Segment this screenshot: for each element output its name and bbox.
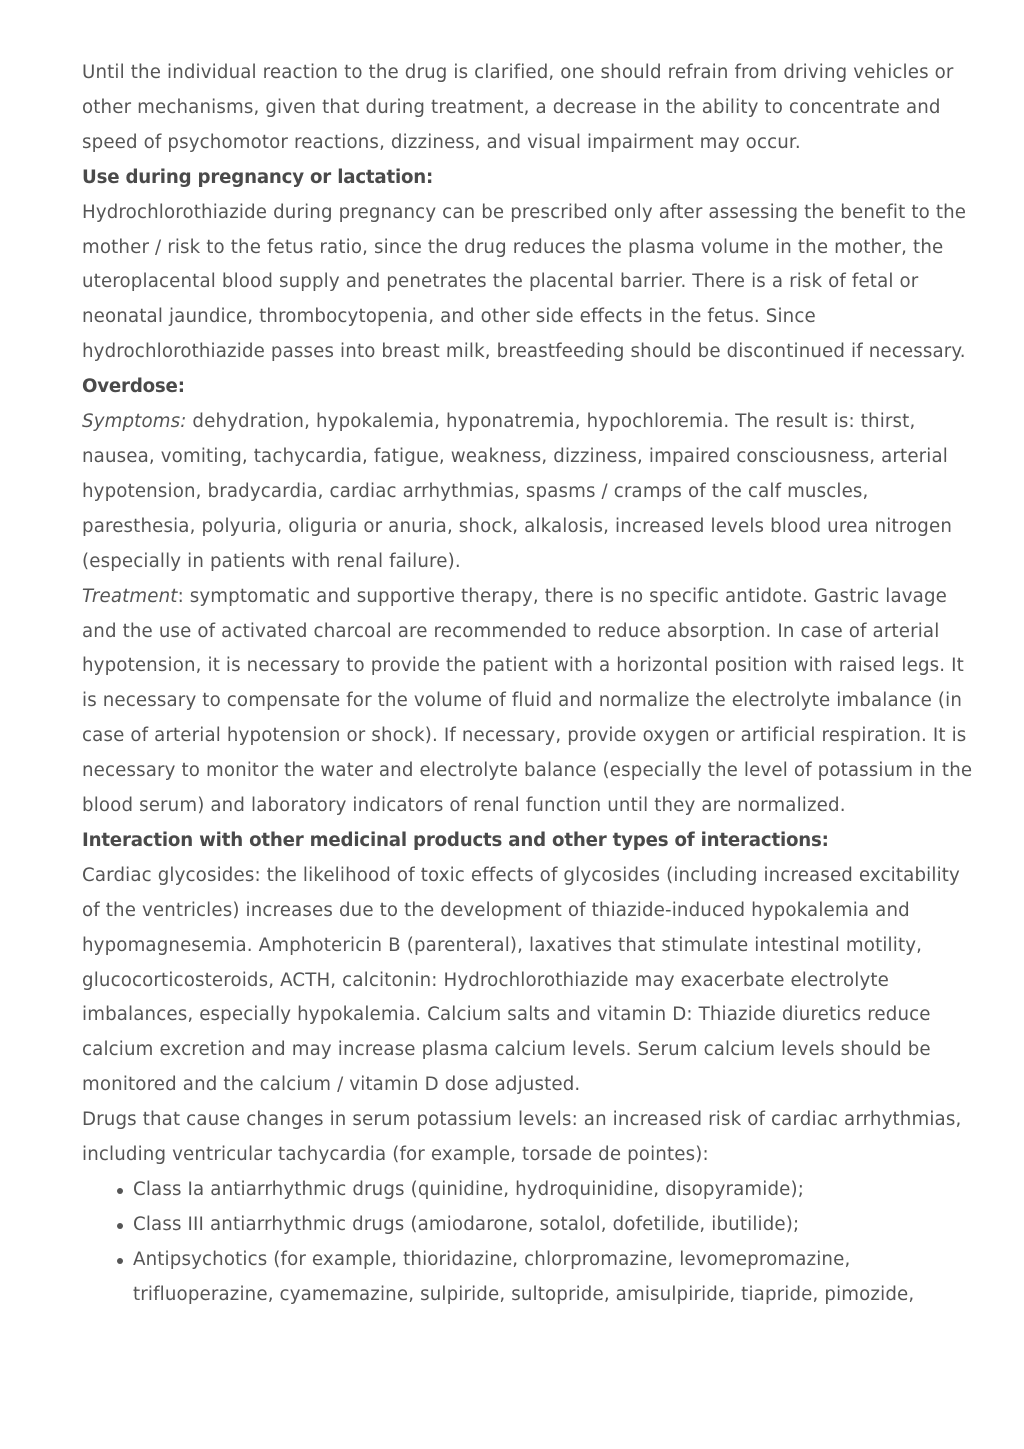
list-item: Antipsychotics (for example, thioridazine, chlorpromazine, levomepromazine, trifluoperazine, cyamemazine, sulpiride, sultopride, amisulpiride, tiapride, pimozide, [133,1243,982,1313]
document-body [82,56,982,1313]
overdose-symptoms-paragraph [82,405,982,580]
antiarrhythmic-drug-list [82,1173,982,1313]
list-item: Class III antiarrhythmic drugs (amiodarone, sotalol, dofetilide, ibutilide); [133,1208,982,1243]
pregnancy-heading: Use during pregnancy or lactation: [82,166,434,188]
symptoms-text: dehydration, hypokalemia, hyponatremia, hypochloremia. The result is: thirst, nausea, vomiting, tachycardia, fatigue, weakness, dizziness, impaired consciousness, arterial hypotension, bradycardia, cardiac arrhythmias, spasms / cramps of the calf muscles, paresthesia, polyuria, oliguria or anuria, shock, alkalosis, increased levels blood urea nitrogen (especially in patients with renal failure). [82,411,952,572]
treatment-text: : symptomatic and supportive therapy, there is no specific antidote. Gastric lavage and the use of activated charcoal are recommended to reduce absorption. In case of arterial hypotension, it is necessary to provide the patient with a horizontal position with raised legs. It is necessary to compensate for the volume of fluid and normalize the electrolyte imbalance (in case of arterial hypotension or shock). If necessary, provide oxygen or artificial respiration. It is necessary to monitor the water and electrolyte balance (especially the level of potassium in the blood serum) and laboratory indicators of renal function until they are normalized. [82,585,973,817]
symptoms-label: Symptoms: [82,411,187,433]
interactions-paragraph-potassium: Drugs that cause changes in serum potassium levels: an increased risk of cardiac arrhythmias, including ventricular tachycardia (for example, torsade de pointes): [82,1109,962,1166]
interactions-paragraph-glycosides: Cardiac glycosides: the likelihood of toxic effects of glycosides (including increased excitability of the ventricles) increases due to the development of thiazide-induced hypokalemia and hypomagnesemia. Amphotericin B (parenteral), laxatives that stimulate intestinal motility, glucocorticosteroids, ACTH, calcitonin: Hydrochlorothiazide may exacerbate electrolyte imbalances, especially hypokalemia. Calcium salts and vitamin D: Thiazide diuretics reduce calcium excretion and may increase plasma calcium levels. Serum calcium levels should be monitored and the calcium / vitamin D dose adjusted. [82,864,960,1096]
pregnancy-paragraph: Hydrochlorothiazide during pregnancy can be prescribed only after assessing the benefit to the mother / risk to the fetus ratio, since the drug reduces the plasma volume in the mother, the uteroplacental blood supply and penetrates the placental barrier. There is a risk of fetal or neonatal jaundice, thrombocytopenia, and other side effects in the fetus. Since hydrochlorothiazide passes into breast milk, breastfeeding should be discontinued if necessary. [82,201,967,363]
interactions-heading: Interaction with other medicinal products and other types of interactions: [82,829,829,851]
treatment-label: Treatment [82,585,178,607]
driving-warning-paragraph: Until the individual reaction to the drug is clarified, one should refrain from driving vehicles or other mechanisms, given that during treatment, a decrease in the ability to concentrate and speed of psychomotor reactions, dizziness, and visual impairment may occur. [82,62,954,153]
list-item: Class Ia antiarrhythmic drugs (quinidine, hydroquinidine, disopyramide); [133,1173,982,1208]
overdose-treatment-paragraph [82,580,982,824]
overdose-heading: Overdose: [82,376,185,398]
